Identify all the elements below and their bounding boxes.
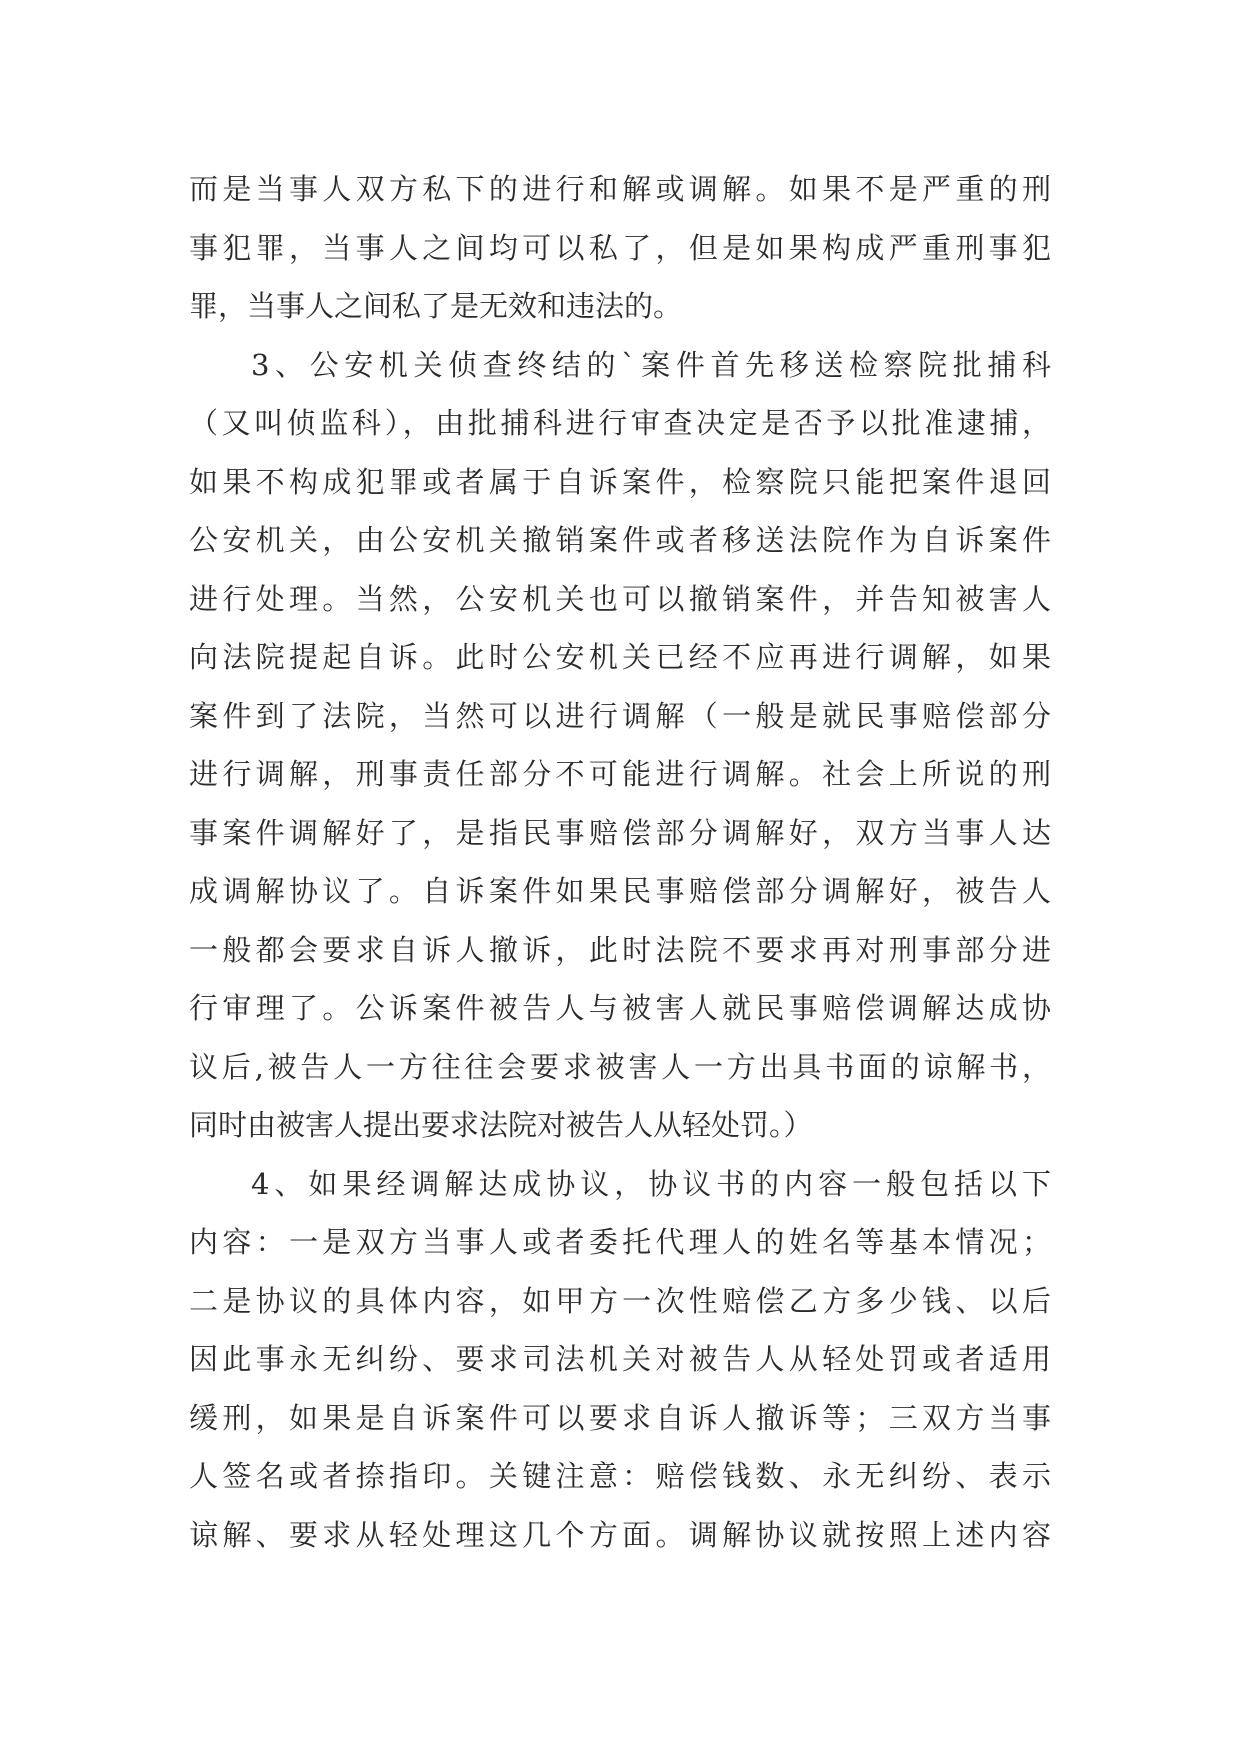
- paragraph-start-line: 3、公安机关侦查终结的`案件首先移送检察院批捕科: [251, 347, 1051, 382]
- text-line: 进行处理。当然，公安机关也可以撤销案件，并告知被害人: [189, 581, 1051, 616]
- text-line: 而是当事人双方私下的进行和解或调解。如果不是严重的刑: [189, 172, 1051, 206]
- text-line: 内容：一是双方当事人或者委托代理人的姓名等基本情况；: [189, 1225, 1051, 1259]
- text-line: 谅解、要求从轻处理这几个方面。调解协议就按照上述内容: [189, 1517, 1051, 1552]
- text-line: 进行调解，刑事责任部分不可能进行调解。社会上所说的刑: [189, 757, 1051, 791]
- paragraph-start-line: 4、如果经调解达成协议，协议书的内容一般包括以下: [251, 1166, 1051, 1201]
- text-line: 行审理了。公诉案件被告人与被害人就民事赔偿调解达成协: [189, 991, 1051, 1025]
- text-line: 一般都会要求自诉人撤诉，此时法院不要求再对刑事部分进: [189, 932, 1051, 967]
- text-line: 缓刑，如果是自诉案件可以要求自诉人撤诉等；三双方当事: [189, 1400, 1051, 1435]
- text-line: 人签名或者捺指印。关键注意：赔偿钱数、永无纠纷、表示: [189, 1459, 1051, 1493]
- body-text: [189, 160, 1051, 1564]
- text-line: 公安机关，由公安机关撤销案件或者移送法院作为自诉案件: [189, 523, 1051, 557]
- text-line: 事案件调解好了，是指民事赔偿部分调解好，双方当事人达: [189, 815, 1051, 850]
- text-line: 罪，当事人之间私了是无效和违法的。: [189, 289, 683, 323]
- text-line: （又叫侦监科），由批捕科进行审查决定是否予以批准逮捕，: [189, 406, 1051, 440]
- text-line: 成调解协议了。自诉案件如果民事赔偿部分调解好，被告人: [189, 874, 1051, 908]
- text-line: 向法院提起自诉。此时公安机关已经不应再进行调解，如果: [189, 640, 1051, 674]
- text-line: 同时由被害人提出要求法院对被告人从轻处罚。）: [189, 1108, 813, 1142]
- text-line: 如果不构成犯罪或者属于自诉案件，检察院只能把案件退回: [189, 464, 1051, 499]
- text-line: 案件到了法院，当然可以进行调解（一般是就民事赔偿部分: [189, 698, 1051, 733]
- text-line: 事犯罪，当事人之间均可以私了，但是如果构成严重刑事犯: [189, 230, 1051, 265]
- text-line: 因此事永无纠纷、要求司法机关对被告人从轻处罚或者适用: [189, 1342, 1051, 1376]
- text-line: 二是协议的具体内容，如甲方一次性赔偿乙方多少钱、以后: [189, 1283, 1051, 1318]
- text-line: 议后,被告人一方往往会要求被害人一方出具书面的谅解书，: [189, 1049, 1051, 1084]
